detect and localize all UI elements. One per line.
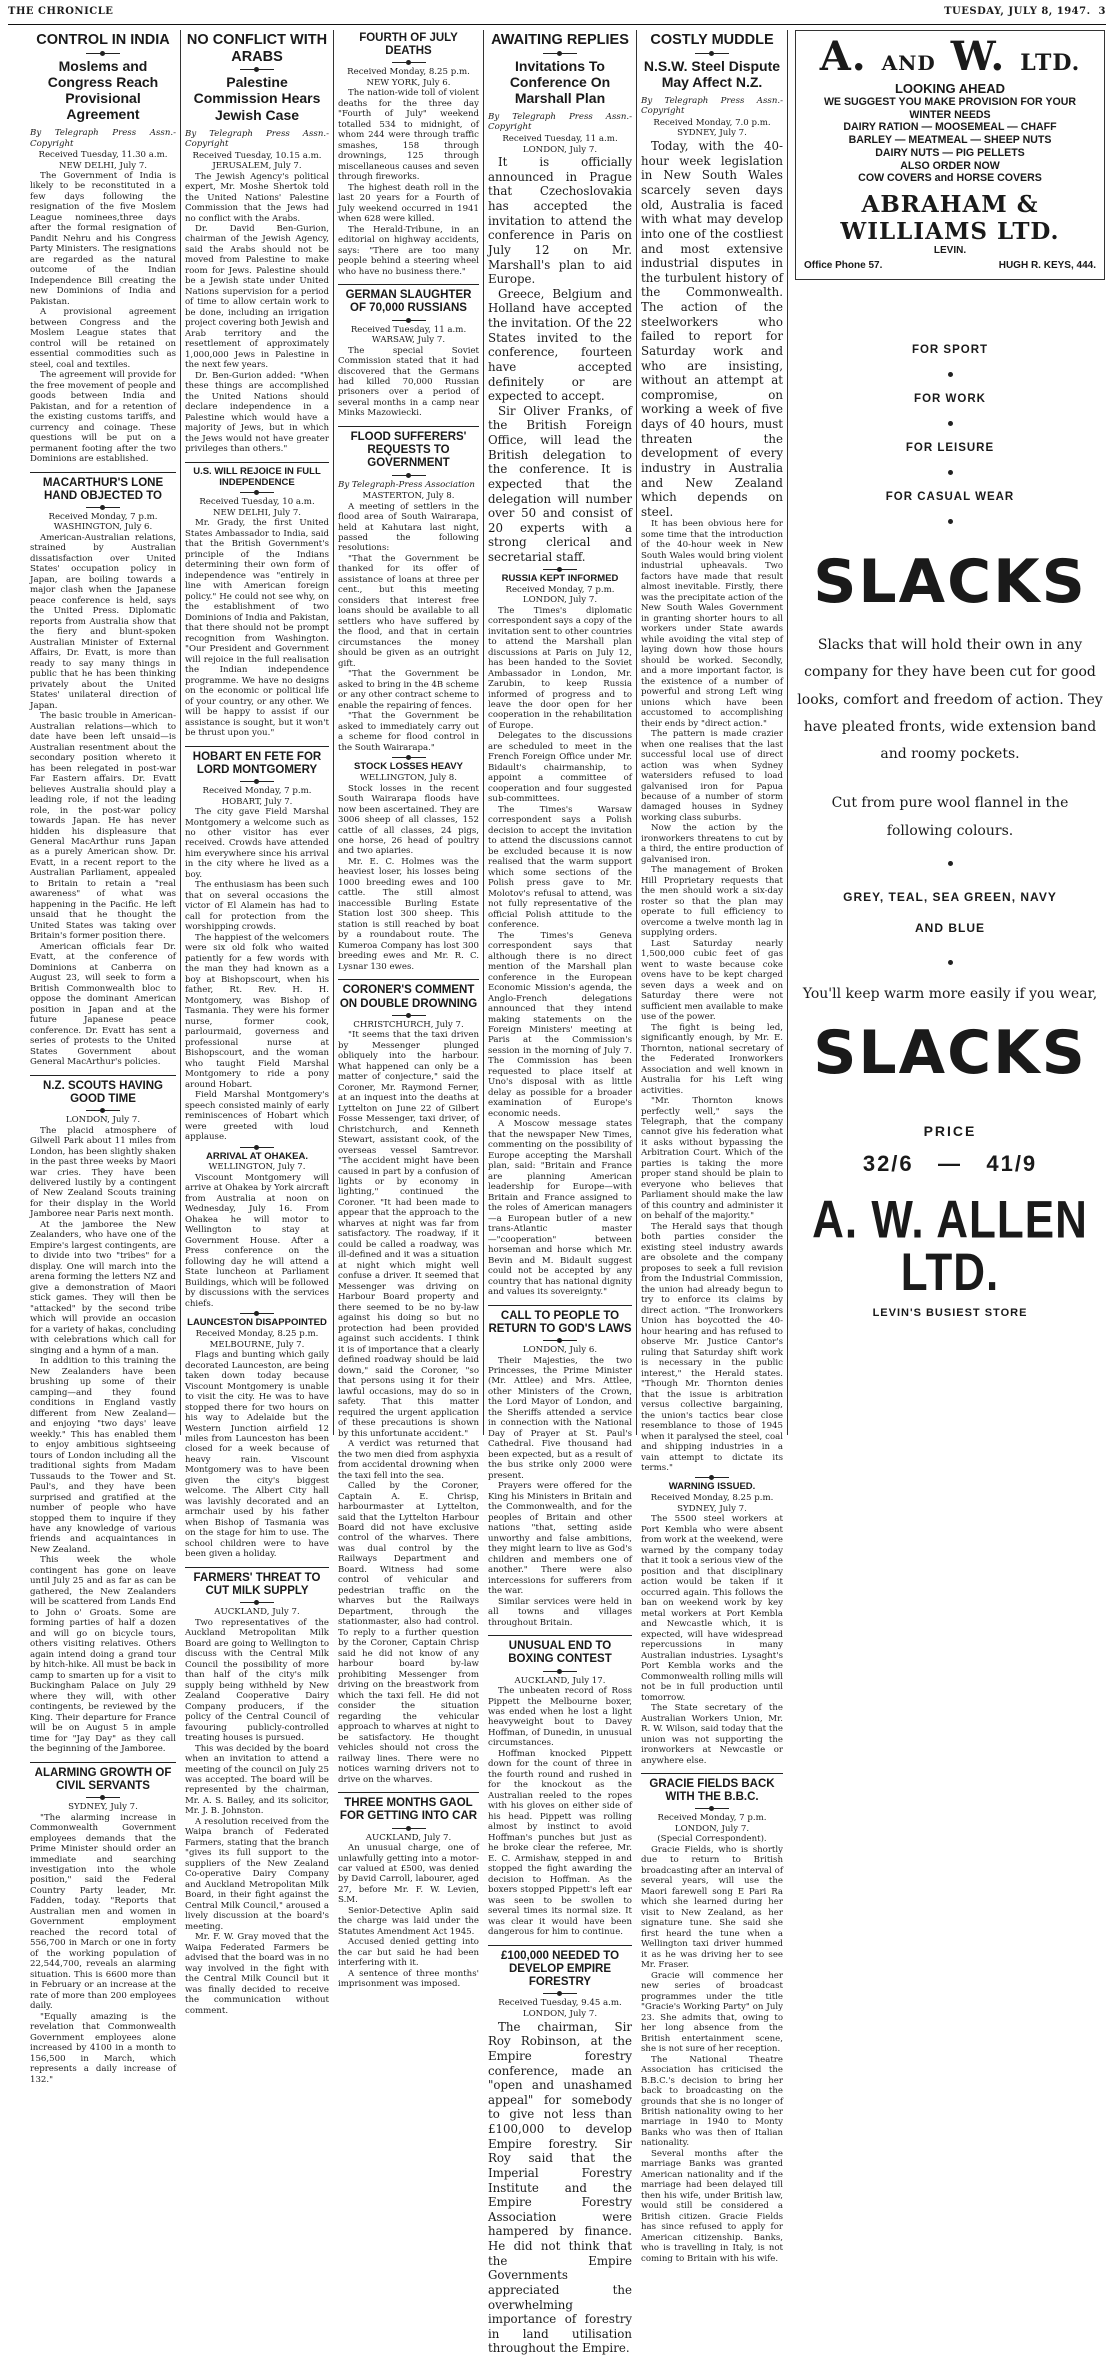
paragraph: It is officially announced in Prague that Czechoslovakia has accepted the invitation to attend the conference in Paris on July 12 on Mr. Marshall's plan to aid Europe. <box>488 155 632 287</box>
paragraph: Their Majesties, the two Princesses, the Prime Minister (Mr. Attlee) and Mrs. Attlee, other Ministers of the Crown, the Lord Mayor of London, and the Sheriffs attended a service in connection with the National Day of Prayer at St. Paul's Cathedral. Five thousand had been expected, but as a result of the bus strike only 2000 were present. <box>488 1355 632 1481</box>
received-line: Received Monday, 8.25 p.m. <box>650 1493 774 1504</box>
paragraph: The fight is being led, significantly enough, by Mr. E. Thornton, national secretary of the Federated Ironworkers Association and well known in Australia for his Left wing activities. <box>641 1022 783 1096</box>
ornament <box>86 507 120 508</box>
headline: CONTROL IN INDIA <box>36 32 170 48</box>
paragraph: Gracie Fields, who is shortly due to return to British broadcasting after an interval of several years, will use the Maori farewell song E Pari Ra which she learned during her visit to New Zealand, as her signature tune. She said she first heard the tune when a Wellington taxi driver hummed it as he was driving her to see Mr. Fraser. <box>641 1844 783 1971</box>
paragraph: Mr. Grady, the first United States Ambassador to India, said that the British Government's principle of the Indians determining their own form of independence was "entirely in line with American foreign policy." He could not see why, on the establishment of two Dominions of India and Pakistan, that there should not be prompt recognition from Washington. "Our President and Government will rejoice in the full realisation the Indian independence programme. We have no designs on the economic or political life of your country, or any other. We will be happy to assist if our assistance is sought, but it won't be thrust upon you." <box>185 518 329 739</box>
headline: UNUSUAL END TO BOXING CONTEST <box>508 1640 612 1666</box>
paragraph: The Times's Geneva correspondent says that although there is no direct mention of the Marshall plan conference in the European Economic Mission's agenda, the Anglo-French delegations announced that they intend making statements on the Foreign Ministers' meeting at Paris at the Commission's session in the morning of July 7. The Commission has been requested to place itself at Uno's disposal with as little delay as possible for a broader examination of Europe's economic needs. <box>488 930 632 1119</box>
paragraph: American officials fear Dr. Evatt, at the conference of Dominions at Canberra on August 23, will seek to form a British Commonwealth bloc to oppose the dominant American position in Japan and at the future Japanese peace conference. Dr. Evatt has sent a series of protests to the United States Government about General MacArthur's policies. <box>30 941 176 1068</box>
paragraph: The nation-wide toll of violent deaths for the three day "Fourth of July" weekend totalled 534 to midnight, of whom 244 were through traffic smashes, 158 through drownings, 125 through miscellaneous causes and seven through fireworks. <box>338 88 479 183</box>
paragraph: Gracie will commence her new series of broadcast programmes under the title "Gracie's Working Party" on July 23. She admits that, owing to her long absence from the British entertainment scene, she is not sure of her reception. <box>641 1970 783 2055</box>
ad-line: FOR SPORT <box>911 343 989 356</box>
article-divider <box>338 284 479 285</box>
received-line: Received Monday, 7 p.m. <box>657 1813 767 1824</box>
masthead <box>8 6 1106 25</box>
ad-line: FOR WORK <box>914 392 986 405</box>
dateline: AUCKLAND, July 17. <box>514 1675 606 1686</box>
paragraph: This was decided by the board when an invitation to attend a meeting of the council on July 25 was accepted. The board will be represented by the chairman, Mr. A. S. Bailey, and its solicitor, Mr. J. B. Johnston. <box>185 1743 329 1817</box>
paragraph: "Equally amazing is the revelation that Commonwealth Government employees alone increased by 4100 in a month to 156,500 in March, which represents a daily increase of 132." <box>30 2011 176 2085</box>
paragraph: American-Australian relations, strained by Australian dissatisfaction over United States' occupation policy in Japan, are boiling towards a major clash when the Japanese peace conference is held, says the United Press. Diplomatic reports from Australia show that the fiery and blunt-spoken Australian Minister of External Affairs, Dr. Evatt, is more than ready to say many things in public that he has been thinking privately about the United States' unilateral direction of Japan. <box>30 532 176 711</box>
dateline: JERUSALEM, July 7. <box>212 161 302 172</box>
dateline: NEW DELHI, July 7. <box>58 160 148 171</box>
paragraph: The management of Broken Hill Proprietary requests that the men should work a six-day roster so that the plan may operate to full efficiency to overcome a twelve month lag in supplying orders. <box>641 865 783 939</box>
paragraph: A verdict was returned that the two men died from asphyxia from accidental drowning when the taxi fell into the sea. <box>338 1439 479 1481</box>
dateline: LONDON, July 6. <box>522 1345 598 1356</box>
column-rule <box>180 30 181 1435</box>
paragraph: The placid atmosphere of Gilwell Park about 11 miles from London, has been slightly shaken in the past three weeks by Maori war cries. They have been delivered lustily by a contingent of New Zealand Scouts training for their display in the World Jamboree near Paris next month. <box>30 1125 176 1220</box>
ad-line: COW COVERS and HORSE COVERS <box>858 172 1042 185</box>
paragraph: Delegates to the discussions are scheduled to meet in the French Foreign Office under Mr. Bidault's chairmanship, to appoint a committee of cooperation and four suggested sub-committees. <box>488 731 632 805</box>
paragraph: Accused denied getting into the car but said he had been interfering with it. <box>338 1937 479 1969</box>
ad-phone: Office Phone 57. <box>804 259 883 271</box>
bullet-dot <box>948 519 953 524</box>
column-2 <box>185 30 329 2016</box>
ornament <box>240 1147 274 1148</box>
bullet-dot <box>948 470 953 475</box>
received-line: Received Monday, 7 p.m. <box>505 584 615 595</box>
received-line: Received Tuesday, 11 a.m. <box>502 133 618 144</box>
paragraph: A Moscow message states that the newspaper New Times, commenting on the possibility of Europe accepting the Marshall plan, said: "Britain and France are planning American leadership for Europe—with Britain and France assigned to the roles of American managers—a European butler of a new trans-Atlantic master—"cooperation" between horseman and horse which Mr. Bevin and M. Bidault suggest could not be accepted by any country that has national dignity and values its sovereignty." <box>488 1119 632 1298</box>
paragraph: This week the whole contingent has gone on leave until July 25 and as far as can be gathered, the New Zealanders will be scattered from Lands End to John o' Groats. Some are forming parties of half a dozen and will go on bicycle tours, others visiting relatives. Others again intend doing a grand tour by hitch-hike. All must be back in camp to smarten up for a visit to Buckingham Palace on July 29 where they will, with other contingents, be reviewed by the King. Their departure for France will be on August 5 in ample time for "Jay Day" as they call the beginning of the Jamboree. <box>30 1555 176 1755</box>
headline: STOCK LOSSES HEAVY <box>354 761 463 773</box>
paragraph: The special Soviet Commission stated that it had discovered that the Germans had killed 70,000 Russian prisoners over a period of several months in a camp near Minks Mazowiecki. <box>338 345 479 419</box>
article-gracie-fields <box>641 1778 783 2264</box>
article-divider <box>338 1792 479 1793</box>
article-launceston <box>185 1313 329 1560</box>
ornament <box>543 1671 577 1672</box>
article-russia-informed <box>488 569 632 1298</box>
ad-line: FOR CASUAL WEAR <box>885 490 1015 503</box>
headline: MACARTHUR'S LONE HAND OBJECTED TO <box>42 476 164 502</box>
ornament <box>695 1808 729 1809</box>
article-fourth-of-july <box>338 32 479 277</box>
paragraph: Stock losses in the recent South Wairarapa floods have now been ascertained. They are 3006 sheep of all classes, 152 cattle of all classes, 24 pigs, one horse, 26 head of poultry and two apiaries. <box>338 783 479 857</box>
page-number: 3 <box>1098 6 1106 17</box>
paragraph: Mr. F. W. Gray moved that the Waipa Federated Farmers be advised that the board was in no way involved in the fight with the Central Milk Council but it was finally decided to receive the communication without comment. <box>185 1932 329 2016</box>
ad-firm-name: ABRAHAM & WILLIAMS LTD. <box>840 190 1060 245</box>
ad-line: BARLEY — MEATMEAL — SHEEP NUTS <box>848 134 1052 147</box>
paragraph: Dr. Ben-Gurion added: "When these things are accomplished the United Nations should declare independence in a Palestine which would have a majority of Jews, but in which the Jews would not have greater privileges than others." <box>185 370 329 455</box>
paragraph: The highest death roll in the last 20 years for a Fourth of July weekend occurred in 1941 when 628 were killed. <box>338 182 479 225</box>
ad-copy: Cut from pure wool flannel in the following colours. <box>831 795 1069 839</box>
ornament <box>543 1993 577 1994</box>
dateline: SYDNEY, July 7. <box>677 1503 747 1514</box>
received-line: Received Tuesday, 10 a.m. <box>199 497 315 508</box>
paragraph: Mr. E. C. Holmes was the heaviest loser, his losses being 1000 breeding ewes and 100 cattle. The still almost inaccessible Burling Estate Station lost 300 sheep. This station is still reached by boat by a roundabout route. The Kumeroa Company has lost 300 breeding ewes and Mr. R. C. Lysnar 130 ewes. <box>338 856 479 972</box>
article-divider <box>641 1773 783 1774</box>
headline: GRACIE FIELDS BACK WITH THE B.B.C. <box>649 1777 775 1804</box>
paragraph: Several months after the marriage Banks was granted American nationality and if the marriage had been delayed till then his wife, under British law, would still be considered a British citizen. Gracie Fields has since refused to apply for American citizenship. Banks, who is travelling in Italy, is not coming to Britain with his wife. <box>641 2148 783 2264</box>
dateline: LONDON, July 7. <box>65 1115 141 1126</box>
paragraph: A resolution received from the Waipa branch of Federated Farmers, stating that the branch "gives its full support to the suppliers of the New Zealand Co-operative Dairy Company and Auckland Metropolitan Milk Board, in their fight against the Central Milk Council," aroused a lively discussion at the board's meeting. <box>185 1816 329 1932</box>
headline: COSTLY MUDDLE <box>650 32 774 48</box>
received-line: Received Monday, 8.25 p.m. <box>347 67 470 78</box>
headline: ALARMING GROWTH OF CIVIL SERVANTS <box>34 1766 172 1792</box>
paragraph: The State secretary of the Australian Workers Union, Mr. R. W. Wilson, said today that the union was not supporting the ironworkers at Newcastle or anywhere else. <box>641 1703 783 1766</box>
headline: U.S. WILL REJOICE IN FULL INDEPENDENCE <box>193 465 321 488</box>
price-label: PRICE <box>923 1122 977 1139</box>
ornament <box>543 1340 577 1341</box>
article-nz-scouts <box>30 1080 176 1755</box>
headline: CALL TO PEOPLE TO RETURN TO GOD'S LAWS <box>488 1309 632 1335</box>
ad-brand: A. AND W. LTD. <box>819 33 1081 80</box>
article-ohakea <box>185 1147 329 1310</box>
article-boxing <box>488 1640 632 1938</box>
paragraph: The Jewish Agency's political expert, Mr. Moshe Shertok told the United Nations' Palestine Commission that the Jews had no conflict with the Arabs. <box>185 171 329 224</box>
byline: By Telegraph Press Assn.-Copyright <box>641 95 783 117</box>
paragraph: In addition to this training the New Zealanders have been brushing up some of their camping—and they found conditions in England vastly different from New Zealand—and enjoying "two days' leave weekly." This has enabled them to enjoy ambitious sightseeing tours of London including all the traditional sights from Madam Tussauds to the Tower and St. Paul's, and they have been surprised and gratified at the number of people who have stopped them to inquire if they have any knowledge of various friends and acquaintances in New Zealand. <box>30 1356 176 1555</box>
ornament <box>240 1313 274 1314</box>
article-flood-sufferers <box>338 431 479 753</box>
subheadline: Moslems and Congress Reach Provisional Agreement <box>47 57 159 122</box>
ad-line: FOR LEISURE <box>905 441 995 454</box>
ornament <box>240 781 274 782</box>
subheadline: Invitations To Conference On Marshall Plan <box>509 57 611 106</box>
headline: RUSSIA KEPT INFORMED <box>501 572 619 584</box>
advertisement-column <box>795 30 1105 1435</box>
article-us-rejoice <box>185 467 329 739</box>
ornament <box>392 757 426 758</box>
paragraph: Similar services were held in all towns and villages throughout Britain. <box>488 1596 632 1628</box>
paragraph: The National Theatre Association has criticised the B.B.C.'s decision to bring her back to broadcasting on the grounds that she is no longer of British nationality owing to her marriage in 1940 to Monty Banks who was then of Italian nationality. <box>641 2054 783 2149</box>
ad-line: DAIRY NUTS — PIG PELLETS <box>875 146 1025 159</box>
bullet-dot <box>948 861 953 866</box>
paragraph: Greece, Belgium and Holland have accepted the invitation. Of the 22 States invited to the conference, fourteen have accepted definitely or are expected to accept. <box>488 286 632 404</box>
received-line: Received Monday, 7 p.m. <box>48 511 158 522</box>
subheadline: N.S.W. Steel Dispute May Affect N.Z. <box>643 57 781 90</box>
paragraph: The Herald-Tribune, in an editorial on highway accidents, says: "There are too many people behind a steering wheel who have no business there." <box>338 224 479 277</box>
column-rule <box>483 30 484 1435</box>
headline: N.Z. SCOUTS HAVING GOOD TIME <box>43 1079 163 1105</box>
article-costly-muddle <box>641 32 783 1473</box>
paragraph: "That the Government be asked to immediately carry out a scheme for flood control in the South Wairarapa." <box>338 711 479 753</box>
article-divider <box>185 1567 329 1568</box>
byline: By Telegraph Press Assn.-Copyright <box>30 128 176 149</box>
paragraph: A meeting of settlers in the flood area of South Wairarapa, held at Kahutara last night, passed the following resolutions: <box>338 501 479 554</box>
dateline: WELLINGTON, July 7. <box>208 1162 306 1173</box>
ornament <box>240 69 274 70</box>
dateline: AUCKLAND, July 7. <box>214 1607 300 1618</box>
headline: AWAITING REPLIES <box>491 32 629 48</box>
headline: CORONER'S COMMENT ON DOUBLE DROWNING <box>339 984 478 1010</box>
ornament <box>392 320 426 321</box>
byline: By Telegraph Press Assn.-Copyright <box>185 128 329 150</box>
ornament <box>392 62 426 63</box>
ad-line: WINTER NEEDS <box>909 108 991 121</box>
headline: FLOOD SUFFERERS' REQUESTS TO GOVERNMENT <box>350 430 467 470</box>
ad-line: WE SUGGEST YOU MAKE PROVISION FOR YOUR <box>823 96 1077 108</box>
ad-line: ALSO ORDER NOW <box>900 159 1000 172</box>
paragraph: Two representatives of the Auckland Metropolitan Milk Board are going to Wellington to discuss with the Central Milk Council the possibility of more than half of the city's milk supply being withheld by New Zealand Cooperative Dairy Company producers, if the policy of the Central Council of favouring publicly-controlled treating houses is pursued. <box>185 1617 329 1744</box>
paragraph: "The alarming increase in Commonwealth Government employees demands that the Prime Minister should order an immediate and searching investigation into the whole position," said the Federal Country Party leader, Mr. Fadden, today. "Reports that Australian men and women in Government employment reached the record total of 556,700 in March or one in forty of the working population of 22,544,700, reveals an alarming situation. This is 6600 more than in February or an increase at the rate of more than 200 employees daily. <box>30 1812 176 2012</box>
issue-date: TUESDAY, JULY 8, 1947. <box>944 6 1091 17</box>
article-divider <box>185 746 329 747</box>
dateline: LONDON, July 7. <box>522 144 598 155</box>
dateline: AUCKLAND, July 7. <box>365 1832 452 1843</box>
dateline: WELLINGTON, July 8. <box>359 773 458 784</box>
dateline: SYDNEY, July 7. <box>677 128 747 139</box>
paragraph: Called by the Coroner, Captain A. E. Chrisp, harbourmaster at Lyttelton, said that the Lyttelton Harbour Board did not have exclusive control of the wharves. There was dual control by the Railways Department and Board. Witness had some control of vehicular and pedestrian traffic on the wharves but the Railways Department, through the stationmaster, also had control. To reply to a further question by the Coroner, Captain Chrisp said he did not know of any harbour board by-law prohibiting Messenger from driving on the breastwork from which the taxi fell. He did not consider the situation regarding the vehicular approach to wharves at night to be satisfactory. He thought vehicles should not cross the railway lines. There were no notices warning drivers not to drive on the wharves. <box>338 1481 479 1785</box>
paragraph: It has been obvious here for some time that the introduction of the 40-hour week in New South Wales would bring violent industrial upheavals. Two factors have made that result almost inevitable. Firstly, there was the precipitate action of the New South Wales Government in granting shorter hours to all workers under State awards while avoiding the vital step of laying down how those hours should be worked. Secondly, and a more important factor, is the existence of a number of powerful and strong Left wing unions which have been accustomed to accomplishing their ends by "direct action." <box>641 519 783 729</box>
bullet-dot <box>948 960 953 965</box>
paragraph: Senior-Detective Aplin said the charge was laid under the Statutes Amendment Act 1945. <box>338 1905 479 1937</box>
article-divider <box>30 1075 176 1076</box>
article-macarthur <box>30 477 176 1068</box>
article-divider <box>488 1635 632 1636</box>
ornament <box>695 53 729 54</box>
received-line: Received Tuesday, 11.30 a.m. <box>38 150 168 161</box>
article-divider <box>30 472 176 473</box>
dateline: HOBART, July 7. <box>221 796 293 807</box>
ornament <box>240 492 274 493</box>
slacks-ad <box>795 290 1105 1319</box>
article-stock-losses <box>338 757 479 972</box>
paragraph: The unbeaten record of Ross Pippett the Melbourne boxer, was ended when he lost a light heavyweight bout to Davey Hoffman, of Dunedin, in unusual circumstances. <box>488 1686 632 1749</box>
paper-name: THE CHRONICLE <box>8 6 114 17</box>
article-no-conflict <box>185 32 329 455</box>
bullet-dot <box>948 372 953 377</box>
paragraph: Prayers were offered for the King his Ministers in Britain and the Commonwealth, and for the peoples of Britain and other nations "that, setting aside unworthy and false ambitions, they might learn to live as God's children and members one of another." There were also intercessions for sufferers from the war. <box>488 1481 632 1597</box>
article-hobart <box>185 751 329 1143</box>
paragraph: The city gave Field Marshal Montgomery a welcome such as no other visitor has ever received. Crowds have attended him everywhere since his arrival in the city where he lived as a boy. <box>185 807 329 880</box>
dateline: WASHINGTON, July 6. <box>53 522 153 533</box>
received-line: Received Monday, 7 p.m. <box>202 786 312 797</box>
dateline: NEW DELHI, July 7. <box>212 507 302 518</box>
headline: LAUNCESTON DISAPPOINTED <box>187 1317 327 1329</box>
received-line: Received Monday, 8.25 p.m. <box>195 1329 319 1340</box>
abraham-williams-ad <box>795 30 1105 280</box>
paragraph: "It seems that the taxi driven by Messenger plunged obliquely into the harbour. What happened can only be a matter of conjecture," said the Coroner, Mr. Raymond Ferner, at an inquest into the deaths at Lyttelton on June 22 of Gilbert Fosse Messenger, taxi driver, of Christchurch, and Kenneth Stewart, assistant cook, of the overseas vessel Samtrevor. "The accident might have been caused in part by a confusion of lights or by economy in lighting," continued the Coroner. "It had been made to appear that the approach to the wharves at night was far from satisfactory. The roadway, if it could be called a roadway, was ill-defined and it was a situation at night which might well confuse a driver. It seemed that Messenger was driving on Harbour Board property and there seemed to be no by-law against his doing so but no protection had been provided against such accidents. I think it is of importance that a clearly defined roadway should be laid down," said the Coroner, "so that persons using it for their lawful occasions, may do so in safety. That this matter required the urgent application of these precautions is shown by this unfortunate accident." <box>338 1030 479 1439</box>
article-divider <box>338 979 479 980</box>
paragraph: Hoffman knocked Pippett down for the count of three in the fourth round and rushed in for the knockout as the Australian reeled to the ropes with his gloves on either side of his head. Pippett was rolling almost by instinct to avoid Hoffman's punches but just as he broke clear the referee, Mr. E. C. Armishaw, stepped in and stopped the fight awarding the decision to Hoffman. As the boxers stopped Pippett's left ear was seen to be swollen to several times its normal size. It was clear it would have been dangerous for him to continue. <box>488 1748 632 1938</box>
headline: HOBART EN FETE FOR LORD MONTGOMERY <box>192 750 322 776</box>
column-rule <box>787 30 788 1435</box>
headline: FARMERS' THREAT TO CUT MILK SUPPLY <box>193 1571 321 1598</box>
paragraph: Dr. David Ben-Gurion, chairman of the Jewish Agency, said the Arabs should not be moved from Palestine to make room for Jews. Palestine should be a Jewish state under United Nations supervision for a period of time to allow certain work to be done, including an irrigation project covering both Jewish and Arab territory and the resettlement of approximately 1,000,000 Jews in Palestine in the next few years. <box>185 223 329 371</box>
headline: £100,000 NEEDED TO DEVELOP EMPIRE FORESTRY <box>500 1949 620 1989</box>
paragraph: At the jamboree the New Zealanders, who have one of the Empire's largest contingents, are to divide into two "tribes" for a display. One will march into the arena forming the letters NZ and give a demonstration of Maori stick games. They will then be "attacked" by the second tribe which will provide an occasion for a variety of hakas, concluding with celebrations which call for singing and a hymn of a man. <box>30 1219 176 1356</box>
ornament <box>392 1828 426 1829</box>
received-line: Received Monday, 7.0 p.m. <box>653 117 771 128</box>
ad-footer <box>804 260 1096 271</box>
paragraph: A sentence of three months' imprisonment was imposed. <box>338 1968 479 1990</box>
headline: WARNING ISSUED. <box>668 1481 756 1493</box>
paragraph: The enthusiasm has been such that on several occasions the victor of El Alamein has had to call for protection from the worshipping crowds. <box>185 880 329 933</box>
colour-list: AND BLUE <box>915 921 985 936</box>
paragraph: An unusual charge, one of unlawfully getting into a motor-car valued at £500, was denied by David Carroll, labourer, aged 27, before Mr. F. W. Levien, S.M. <box>338 1843 479 1906</box>
paragraph: Last Saturday nearly 1,500,000 cubic feet of gas went to waste because coke ovens have to be kept charged seven days a week and on Saturday there were not sufficient men available to make use of the power. <box>641 938 783 1023</box>
article-divider <box>488 1945 632 1946</box>
dateline: LONDON, July 7. <box>522 595 598 606</box>
ornament <box>86 1797 120 1798</box>
slacks-logo: SLACKS <box>813 1017 1087 1088</box>
article-divider <box>338 426 479 427</box>
subheadline: Palestine Commission Hears Jewish Case <box>193 74 321 123</box>
received-line: Received Tuesday, 11 a.m. <box>350 324 467 335</box>
headline: ARRIVAL AT OHAKEA. <box>205 1150 309 1162</box>
paragraph: Today, with the 40-hour week legislation in New South Wales scarcely seven days old, Australia is faced with what may develop into one of the costliest and most extensive industrial disputes in the turbulent history of the Commonwealth. The action of the steelworkers who failed to report for Saturday work and who are insisting, without an attempt at compromise, on working a week of five days of 40 hours, must threaten the development of every industry in Australia and New Zealand which depends on steel. <box>641 139 783 519</box>
column-5 <box>641 30 783 2264</box>
paragraph: The pattern is made crazier when one realises that the last successful local use of direct action was when Sydney watersiders refused to load galvanised iron for Papua because of a number of storm damaged houses in Sydney working class suburbs. <box>641 729 783 823</box>
paragraph: The chairman, Sir Roy Robinson, at the Empire forestry conference, made an "open and unashamed appeal" for somebody to give not less than £100,000 to develop Empire forestry. Sir Roy said that the Imperial Forestry Institute and the Empire Forestry Association were hampered by finance. He did not think that the Empire Governments appreciated the overwhelming importance of forestry in land utilisation throughout the Empire. <box>488 2019 632 2356</box>
paragraph: The basic trouble in American-Australian relations—which to date have been left unsaid—is Australian resentment about the secondary position whereto it has been relegated in post-war Far Eastern affairs. Dr. Evatt believes Australia should play a leading role, if not the leading role, in the post-war policy towards Japan. He has never hidden his displeasure that General MacArthur runs Japan as a purely American show. Dr. Evatt, in a recent report to the Australian Parliament, appealed to Britain to retain a "real awareness" of what was happening in the Pacific. He left unsaid that he thought the United States was taking over Britain's former position there. <box>30 711 176 942</box>
received-line: Received Tuesday, 9.45 a.m. <box>498 1998 622 2009</box>
article-awaiting-replies <box>488 32 632 565</box>
dateline: NEW YORK, July 6. <box>366 77 451 88</box>
dateline: CHRISTCHURCH, July 7. <box>353 1019 464 1030</box>
dateline: SYDNEY, July 7. <box>68 1802 138 1813</box>
paragraph: Sir Oliver Franks, of the British Foreign Office, will lead the British delegation to the conference. It is expected that the delegation will number over 50 and consist of 20 experts with a strong clerical and secretarial staff. <box>488 403 632 565</box>
ornament <box>86 53 120 54</box>
article-gods-laws <box>488 1310 632 1629</box>
store-name: A. W. ALLEN LTD. <box>812 1190 1088 1302</box>
column-3 <box>338 30 479 1990</box>
dateline: LONDON, July 7. <box>522 2008 598 2019</box>
column-rule <box>636 30 637 1435</box>
received-line: Received Tuesday, 10.15 a.m. <box>192 150 322 161</box>
article-civil-servants <box>30 1767 176 2086</box>
article-milk-supply <box>185 1572 329 2016</box>
article-warning-issued <box>641 1477 783 1766</box>
paragraph: Field Marshal Montgomery's speech consisted mainly of early reminiscences of Hobart which were greeted with loud applause. <box>185 1090 329 1143</box>
article-german-slaughter <box>338 289 479 419</box>
ad-copy: Slacks that will hold their own in any company for they have been cut for good looks, comfort and freedom of action. They have pleated fronts, wide extension band and roomy pockets. <box>797 636 1103 763</box>
paragraph: "That the Government be thanked for its offer of assistance of loans at three per cent., but this meeting considers that interest free loans should be available to all settlers who have suffered by the flood, and that in certain circumstances the money should be given as an outright gift. <box>338 553 479 669</box>
paragraph: The Herald says that though both parties consider the existing steel industry awards are obsolete and the company proposes to seek a full revision from the Industrial Commission, the union had already begun to try to enforce its claims by direct action. "The Ironworkers Union has boycotted the 40-hour hearing and has refused to observe Mr. Justice Cantor's ruling that Saturday shift work is necessary in the public interest," the Herald states. "Though Mr. Thornton denies that the issue is arbitration versus collective bargaining, the union's tactics bear close resemblance to those of 1945 when it paralysed the steel, coal and shipping industries in a vain attempt to dictate its terms." <box>641 1221 783 1473</box>
column-4 <box>488 30 632 2356</box>
ornament <box>392 475 426 476</box>
article-divider <box>488 1305 632 1306</box>
paragraph: "That the Government be asked to bring in the 4B scheme or any other contract scheme to enable the repairing of fences. <box>338 669 479 711</box>
headline: THREE MONTHS GAOL FOR GETTING INTO CAR <box>339 1797 478 1823</box>
column-1 <box>30 30 176 2085</box>
ornament <box>543 53 577 54</box>
bullet-dot <box>948 421 953 426</box>
colour-list: GREY, TEAL, SEA GREEN, NAVY <box>843 890 1057 904</box>
column-rule <box>333 30 334 1435</box>
article-divider <box>185 462 329 463</box>
slacks-logo: SLACKS <box>813 546 1087 617</box>
ad-manager: HUGH R. KEYS, 444. <box>998 259 1096 271</box>
ad-heading: LOOKING AHEAD <box>894 81 1006 96</box>
ad-copy: You'll keep warm more easily if you wear, <box>802 986 1098 1003</box>
ornament <box>392 1015 426 1016</box>
paragraph: Now the action by the ironworkers threatens to cut by a third, the entire production of galvanised iron. <box>641 823 783 865</box>
paragraph: The agreement will provide for the free movement of people and goods between India and Pakistan, and for a retention of the existing customs tariffs, and currency and coinage. These questions will be put on a permanent footing after the two Dominions are established. <box>30 370 176 465</box>
article-forestry <box>488 1950 632 2356</box>
ad-line: DAIRY RATION — MOOSEMEAL — CHAFF <box>843 121 1057 134</box>
paragraph: The 5500 steel workers at Port Kembla who were absent from work at the weekend, were warned by the company today that it took a serious view of the position and that disciplinary action would be taken if it occurred again. This follows the ban on weekend work by key metal workers at Port Kembla and Newcastle which, it is expected, will have widespread repercussions in many Australian industries. Lysaght's Port Kembla works and the Commonwealth rolling mills will not be in full production until tomorrow. <box>641 1514 783 1703</box>
article-coroner <box>338 984 479 1785</box>
ornament <box>695 1477 729 1478</box>
credit-line: (Special Correspondent). <box>657 1834 767 1845</box>
ornament <box>86 1110 120 1111</box>
dateline: WARSAW, July 7. <box>371 335 446 346</box>
paragraph: A provisional agreement between Congress and the Moslem League states that control will be retained on essential commodities such as steel, coal and textiles. <box>30 307 176 370</box>
ornament <box>240 1602 274 1603</box>
byline: By Telegraph Press Assn.-Copyright <box>488 111 632 133</box>
paragraph: "Mr. Thornton knows perfectly well," says the Telegraph, that the company cannot give his federation what it asks without bypassing the Arbitration Court. Which of the parties is taking the more proper stand should be plain to everyone who believes that Parliament should make the law of this country and administer it on behalf of the majority." <box>641 1096 783 1222</box>
paragraph: The happiest of the welcomers were six old folk who waited patiently for a few words with the man they had known as a boy at Bishopscourt, when his father, Rt. Rev. H. H. Montgomery, was Bishop of Tasmania. They were his former nurse, former cook, parlourmaid, governess and professional nurse at Bishopscourt, and the woman who taught Field Marshal Montgomery to ride a pony around Hobart. <box>185 932 329 1090</box>
byline: By Telegraph-Press Association <box>338 479 475 490</box>
article-divider <box>30 1762 176 1763</box>
headline: NO CONFLICT WITH ARABS <box>186 32 328 65</box>
paragraph: The Times's diplomatic correspondent says a copy of the invitation sent to other countries to attend the Marshall plan discussions at Paris on July 12, has been handed to the Soviet Ambassador in London, Mr. Zarubin, to keep Russia informed of progress and to leave the door open for her cooperation in the rehabilitation of Europe. <box>488 605 632 731</box>
headline: FOURTH OF JULY DEATHS <box>359 32 458 58</box>
price-range: 32/6 — 41/9 <box>862 1150 1038 1176</box>
paragraph: The Times's Warsaw correspondent says a Polish decision to accept the invitation to attend the discussions cannot be excluded because it is now realised that the warm support which some sections of the Polish press gave to Mr. Molotov's refusal to attend, was not fully representative of the official Polish attitude to the conference. <box>488 804 632 931</box>
article-control-in-india <box>30 32 176 465</box>
article-gaol <box>338 1797 479 1990</box>
paragraph: Flags and bunting which gaily decorated Launceston, are being taken down today because Viscount Montgomery is unable to visit the city. He was to have stopped there for two hours on his way to Adelaide but the Western Junction airfield 12 miles from Launceston has been closed for a week because of heavy rain. Viscount Montgomery was to have been given the city's biggest welcome. The Albert City hall was lavishly decorated and an armchair used by his father when Bishop of Tasmania was on the stage for him to use. The school children were to have been given a holiday. <box>185 1350 329 1560</box>
dateline: LONDON, July 7. <box>674 1823 750 1834</box>
ornament <box>543 569 577 570</box>
headline: GERMAN SLAUGHTER OF 70,000 RUSSIANS <box>345 289 472 315</box>
store-tagline: LEVIN'S BUSIEST STORE <box>872 1306 1028 1319</box>
ad-town: LEVIN. <box>933 244 967 256</box>
dateline: MASTERTON, July 8. <box>362 491 455 502</box>
dateline: MELBOURNE, July 7. <box>209 1339 305 1350</box>
paragraph: Viscount Montgomery will arrive at Ohakea by York aircraft from Australia at noon on Wednesday, July 16. From Ohakea he will motor to Wellington to stay at Government House. After a Press conference on the following day he will attend a State luncheon at Parliament Buildings, which will be followed by discussions with the services chiefs. <box>185 1172 329 1309</box>
paragraph: The Government of India is likely to be reconstituted in a few days following the resignation of the five Moslem League nominees,three days after the formal resignation of Pandit Nehru and his Congress Party Ministers. The resignations are regarded as the natural outcome of the Indian Independence Bill creating the new Dominions of India and Pakistan. <box>30 170 176 307</box>
